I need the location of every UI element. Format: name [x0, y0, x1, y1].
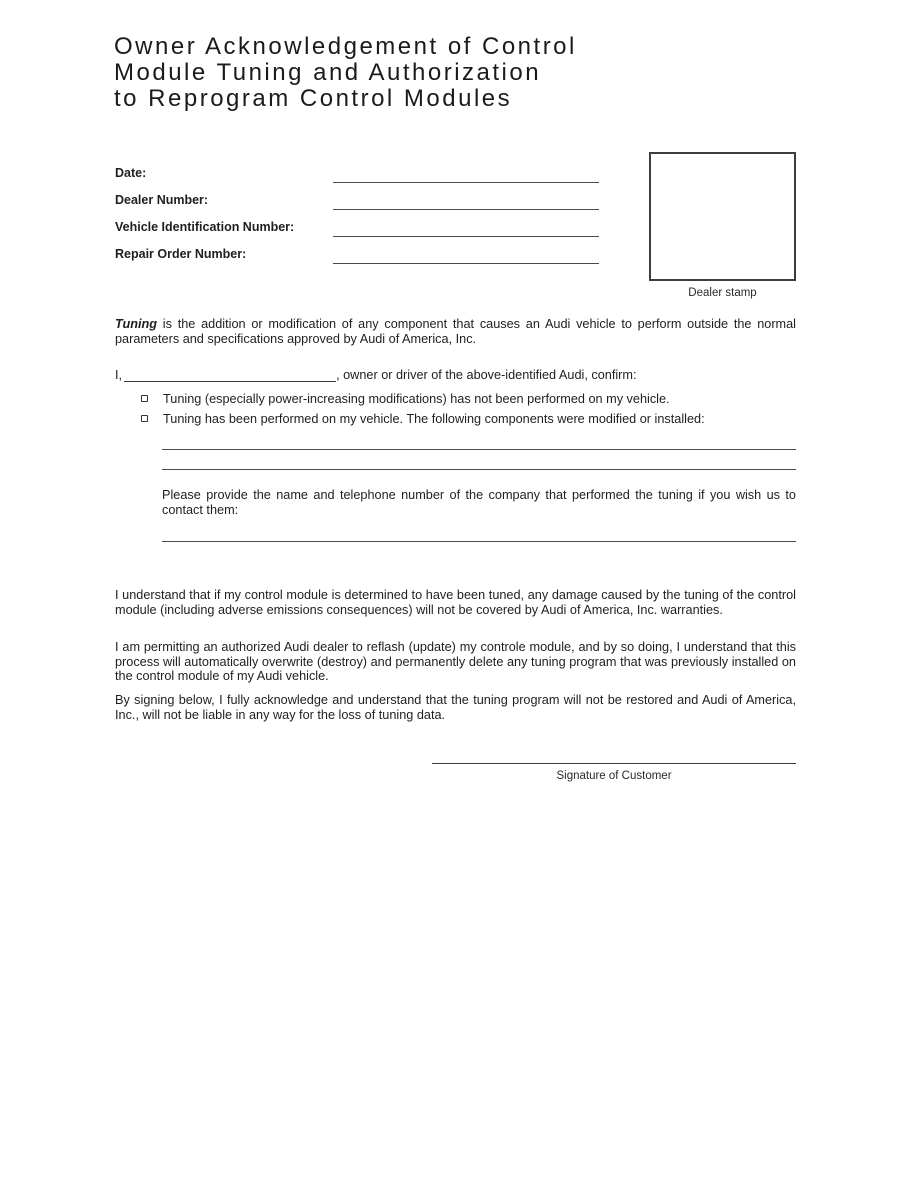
field-row-repair-order — [115, 244, 615, 271]
vin-input-line[interactable] — [333, 217, 599, 237]
acknowledgement-paragraph: By signing below, I fully acknowledge and understand that the tuning program will not be restored and Audi of America, Inc., will not be liable in any way for the loss of tuning data. — [115, 693, 796, 722]
signature-caption: Signature of Customer — [556, 770, 672, 782]
owner-line-prefix: I, — [115, 368, 123, 382]
title-line-1: Owner Acknowledgement of Control — [114, 33, 577, 60]
tuning-performed-checkbox[interactable] — [141, 415, 148, 422]
field-row-date — [115, 163, 615, 190]
contact-input-line[interactable] — [162, 541, 796, 542]
tuning-checklist — [141, 392, 797, 432]
title-line-2: Module Tuning and Authorization — [114, 59, 542, 86]
tuning-definition-paragraph — [115, 317, 796, 346]
no-tuning-label: Tuning (especially power-increasing modifications) has not been performed on my vehicle. — [163, 392, 670, 406]
tuning-term: Tuning — [115, 317, 158, 331]
dealer-number-label: Dealer Number: — [115, 193, 209, 207]
dealer-stamp-box — [649, 152, 796, 281]
tuning-performed-label: Tuning has been performed on my vehicle. The following components were modified or installed: — [163, 412, 705, 427]
field-row-vin — [115, 217, 615, 244]
owner-confirmation-line — [115, 368, 796, 382]
dealer-stamp-caption: Dealer stamp — [688, 287, 757, 299]
tuning-definition-text: is the addition or modification of any component that causes an Audi vehicle to perform outside the normal parameters and specifications approved by Audi of America, Inc. — [115, 317, 796, 346]
dealer-number-input-line[interactable] — [333, 190, 599, 210]
reflash-permission-paragraph: I am permitting an authorized Audi dealer to reflash (update) my controle module, and by so doing, I understand that this process will automatically overwrite (destroy) and permanently delete any tuning program that was previously installed on the control module of my Audi vehicle. — [115, 640, 796, 684]
owner-line-suffix: , owner or driver of the above-identified Audi, confirm: — [336, 368, 637, 382]
customer-signature-line[interactable] — [432, 763, 796, 764]
vin-label: Vehicle Identification Number: — [115, 220, 295, 234]
date-label: Date: — [115, 166, 147, 180]
repair-order-label: Repair Order Number: — [115, 247, 247, 261]
no-tuning-checkbox[interactable] — [141, 395, 148, 402]
repair-order-input-line[interactable] — [333, 244, 599, 264]
title-line-3: to Reprogram Control Modules — [114, 85, 513, 112]
date-input-line[interactable] — [333, 163, 599, 183]
warranty-paragraph: I understand that if my control module is determined to have been tuned, any damage caused by the tuning of the control module (including adverse emissions consequences) will not be covered by Audi of America, Inc. warranties. — [115, 588, 796, 617]
check-item-tuning-performed — [141, 412, 797, 427]
owner-name-input-line[interactable] — [124, 369, 336, 382]
header-fields — [115, 163, 615, 271]
document-title — [114, 34, 577, 112]
contact-note: Please provide the name and telephone number of the company that performed the tuning if you wish us to contact them: — [162, 488, 796, 517]
check-item-no-tuning — [141, 392, 797, 407]
field-row-dealer-number — [115, 190, 615, 217]
components-input-line-1[interactable] — [162, 449, 796, 450]
components-input-line-2[interactable] — [162, 469, 796, 470]
